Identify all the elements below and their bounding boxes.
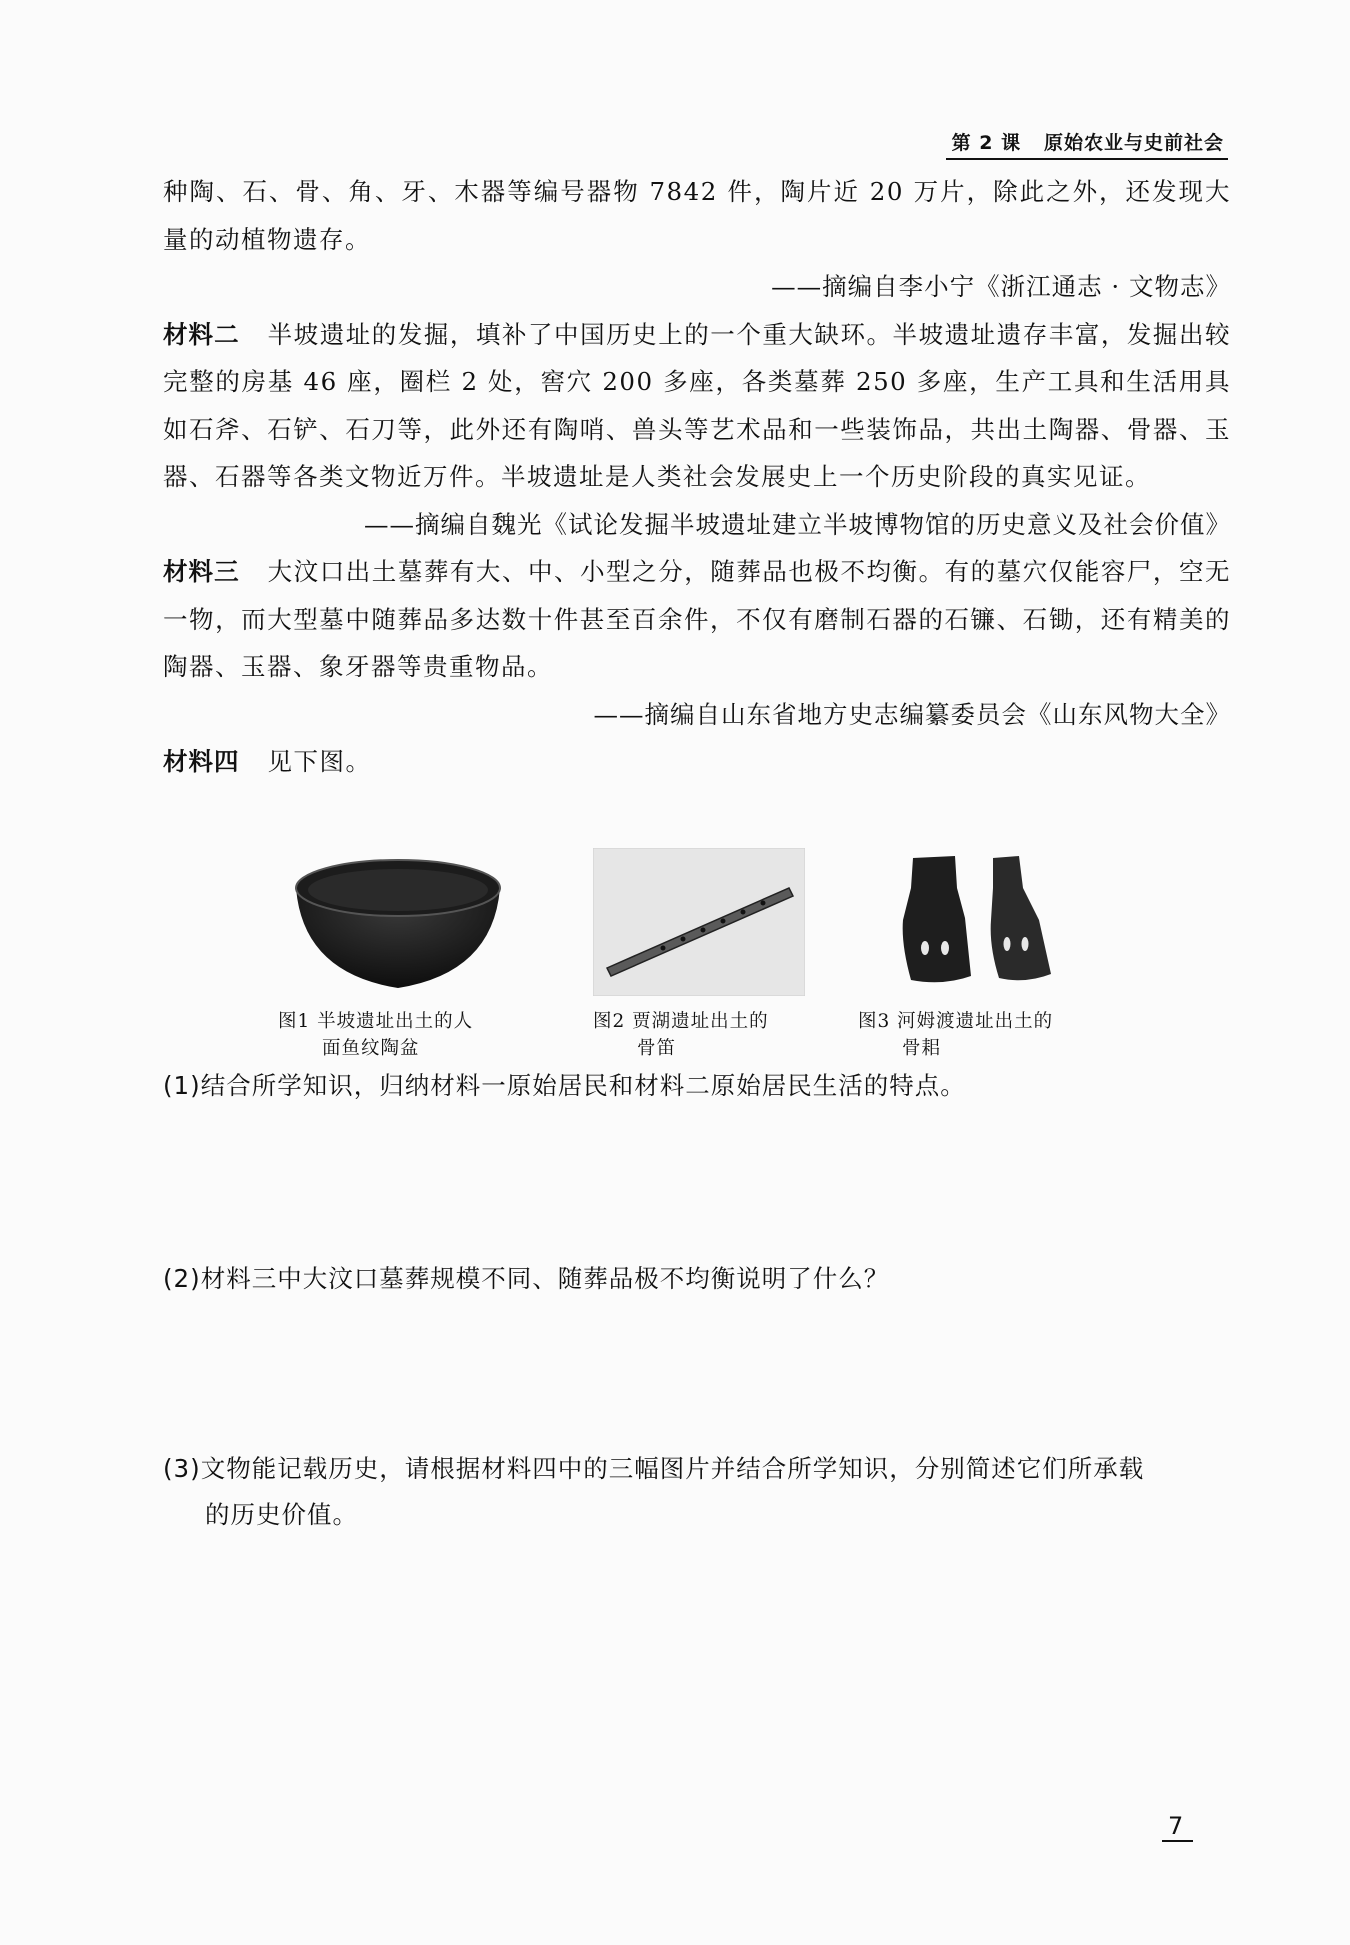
- figure-1: [278, 848, 508, 1062]
- figure-2-caption-line1: 贾湖遗址出土的: [632, 1011, 769, 1032]
- running-header: [946, 128, 1228, 160]
- page-number: 7: [1162, 1812, 1193, 1842]
- figure-2-num: 图2: [593, 1011, 626, 1032]
- material2: [163, 311, 1231, 501]
- figure-2: [593, 848, 805, 1062]
- figure-1-caption-line1: 半坡遗址出土的人: [317, 1011, 474, 1032]
- material2-source: ——摘编自魏光《试论发掘半坡遗址建立半坡博物馆的历史意义及社会价值》: [364, 509, 1231, 539]
- figure-2-caption: [593, 1008, 805, 1062]
- figure-2-caption-line2: 骨笛: [637, 1038, 677, 1059]
- material3-text: 大汶口出土墓葬有大、中、小型之分，随葬品也极不均衡。有的墓穴仅能容尸，空无一物，而大型墓中随葬品多达数十件甚至百余件，不仅有磨制石器的石镰、石锄，还有精美的陶器、玉器、象牙器等贵重物品。: [163, 557, 1232, 681]
- bone-spade-icon: [873, 848, 1083, 996]
- figure-1-caption: [278, 1008, 508, 1062]
- material3-label: 材料三: [163, 557, 240, 586]
- question-1: (1)结合所学知识，归纳材料一原始居民和材料二原始居民生活的特点。: [163, 1071, 966, 1100]
- figure-3-caption-line2: 骨耜: [902, 1038, 942, 1059]
- lesson-number: 第 2 课: [951, 132, 1022, 154]
- material1-source: ——摘编自李小宁《浙江通志 · 文物志》: [771, 272, 1231, 301]
- figure-3-caption-line1: 河姆渡遗址出土的: [897, 1011, 1054, 1032]
- material4: [163, 738, 1231, 786]
- material3-source: ——摘编自山东省地方史志编纂委员会《山东风物大全》: [593, 699, 1231, 729]
- figure-1-num: 图1: [278, 1011, 311, 1032]
- material1-text: 种陶、石、骨、角、牙、木器等编号器物 7842 件，陶片近 20 万片，除此之外，还发现大量的动植物遗存。: [163, 177, 1231, 254]
- question-3: [163, 1446, 1231, 1538]
- question-3-line1: (3)文物能记载历史，请根据材料四中的三幅图片并结合所学知识，分别简述它们所承载: [163, 1454, 1145, 1483]
- material4-label: 材料四: [163, 747, 240, 776]
- question-2: (2)材料三中大汶口墓葬规模不同、随葬品极不均衡说明了什么？: [163, 1264, 890, 1293]
- lesson-title: 原始农业与史前社会: [1043, 132, 1224, 154]
- figure-3-caption: [858, 1008, 1083, 1062]
- bone-flute-icon: [593, 848, 805, 996]
- material3: [163, 548, 1231, 691]
- pottery-basin-icon: [288, 848, 508, 996]
- figure-3: [858, 848, 1083, 1062]
- material4-text: 见下图。: [267, 747, 372, 776]
- figure-row: [278, 848, 1118, 1059]
- material2-label: 材料二: [163, 319, 240, 349]
- material2-text: 半坡遗址的发掘，填补了中国历史上的一个重大缺环。半坡遗址遗存丰富，发掘出较完整的房基 46 座，圈栏 2 处，窖穴 200 多座，各类墓葬 250 多座，生产工具和生活用具如石斧、石铲、石刀等，此外还有陶哨、兽头等艺术品和一些装饰品，共出土陶器、骨器、玉器、石器等各类文物近万件。半坡遗址是人类社会发展史上一个历史阶段的真实见证。: [163, 319, 1232, 491]
- question-3-line2: 的历史价值。: [205, 1500, 358, 1529]
- figure-3-num: 图3: [858, 1011, 891, 1032]
- materials-block: [163, 168, 1231, 786]
- figure-1-caption-line2: 面鱼纹陶盆: [322, 1038, 420, 1059]
